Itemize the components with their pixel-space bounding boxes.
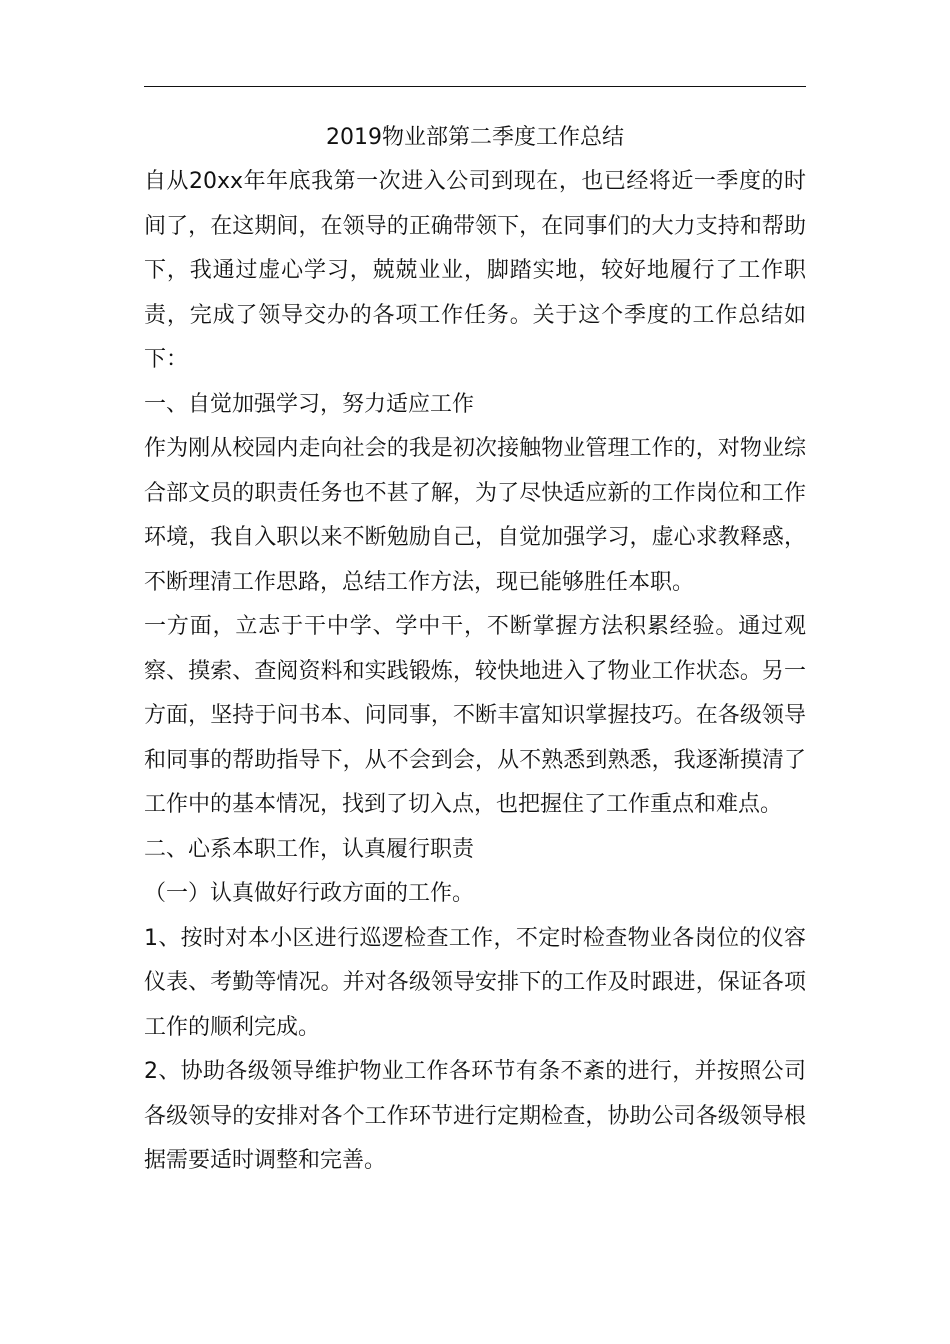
- document-title: 2019物业部第二季度工作总结: [326, 125, 624, 150]
- document-body: [144, 116, 806, 1184]
- subsection-heading-1: （一）认真做好行政方面的工作。: [144, 881, 475, 906]
- paragraph-section-1: 作为刚从校园内走向社会的我是初次接触物业管理工作的，对物业综合部文员的职责任务也不甚了解，为了尽快适应新的工作岗位和工作环境，我自入职以来不断勉励自己，自觉加强学习，虚心求教释惑，不断理清工作思路，总结工作方法，现已能够胜任本职。: [144, 436, 806, 595]
- list-item-1: 1、按时对本小区进行巡逻检查工作，不定时检查物业各岗位的仪容仪表、考勤等情况。并对各级领导安排下的工作及时跟进，保证各项工作的顺利完成。: [144, 925, 806, 1040]
- section-heading-1: 一、自觉加强学习，努力适应工作: [144, 391, 475, 417]
- header-rule: [144, 86, 806, 87]
- paragraph-intro: 自从20xx年年底我第一次进入公司到现在，也已经将近一季度的时间了，在这期间，在领导的正确带领下，在同事们的大力支持和帮助下，我通过虚心学习，兢兢业业，脚踏实地，较好地履行了工作职责，完成了领导交办的各项工作任务。关于这个季度的工作总结如下：: [144, 169, 806, 372]
- section-heading-2: 二、心系本职工作，认真履行职责: [144, 836, 475, 862]
- paragraph-section-1-detail: 一方面，立志于干中学、学中干，不断掌握方法积累经验。通过观察、摸索、查阅资料和实践锻炼，较快地进入了物业工作状态。另一方面，坚持于问书本、问同事，不断丰富知识掌握技巧。在各级领导和同事的帮助指导下，从不会到会，从不熟悉到熟悉，我逐渐摸清了工作中的基本情况，找到了切入点，也把握住了工作重点和难点。: [144, 614, 806, 817]
- list-item-2: 2、协助各级领导维护物业工作各环节有条不紊的进行，并按照公司各级领导的安排对各个工作环节进行定期检查，协助公司各级领导根据需要适时调整和完善。: [144, 1059, 806, 1173]
